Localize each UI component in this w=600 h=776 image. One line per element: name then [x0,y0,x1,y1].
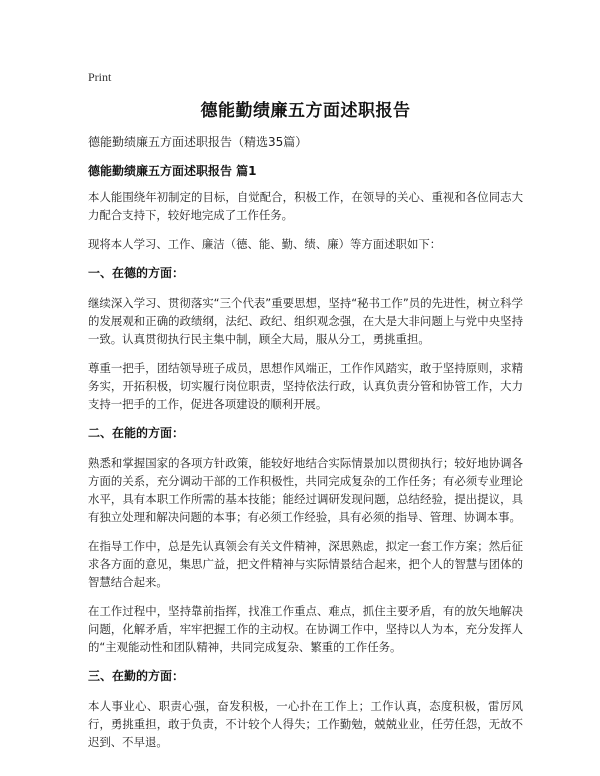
section-paragraph: 在工作过程中，坚持靠前指挥，找准工作重点、难点，抓住主要矛盾，有的放矢地解决问题，化解矛盾，牢牢把握工作的主动权。在协调工作中，坚持以人为本，充分发挥人的“主观能动性和团队精神，共同完成复杂、繁重的工作任务。 [88,604,523,654]
section-heading-de: 一、在德的方面： [88,266,185,280]
article-heading: 德能勤绩廉五方面述职报告 篇1 [88,164,257,178]
intro-paragraph: 现将本人学习、工作、廉洁（德、能、勤、绩、廉）等方面述职如下： [88,237,442,251]
document-body [88,133,523,762]
section-heading-qin: 三、在勤的方面： [88,669,185,683]
section-paragraph: 本人事业心、职责心强，奋发积极，一心扑在工作上；工作认真，态度积极，雷厉风行，勇挑重担，敢于负责，不计较个人得失；工作勤勉，兢兢业业，任劳任怨，无故不迟到、不早退。 [88,699,523,749]
document-subtitle: 德能勤绩廉五方面述职报告（精选35篇） [88,135,308,149]
section-paragraph: 熟悉和掌握国家的各项方针政策，能较好地结合实际情景加以贯彻执行；较好地协调各方面的关系，充分调动干部的工作积极性，共同完成复杂的工作任务；有必须专业理论水平，具有本职工作所需的基本技能；能经过调研发现问题，总结经验，提出提议，具有独立处理和解决问题的本事；有必须工作经验，具有必须的指导、管理、协调本事。 [88,456,523,524]
intro-paragraph: 本人能围绕年初制定的目标，自觉配合，积极工作，在领导的关心、重视和各位同志大力配合支持下，较好地完成了工作任务。 [88,190,523,222]
section-heading-neng: 二、在能的方面： [88,426,185,440]
section-paragraph: 尊重一把手，团结领导班子成员，思想作风端正，工作作风踏实，敢于坚持原则，求精务实，开拓积极，切实履行岗位职责，坚持依法行政，认真负责分管和协管工作，大力支持一把手的工作，促进各项建设的顺利开展。 [88,361,523,411]
page-title: 德能勤绩廉五方面述职报告 [200,101,411,121]
section-paragraph: 在指导工作中，总是先认真领会有关文件精神，深思熟虑，拟定一套工作方案；然后征求各方面的意见，集思广益，把文件精神与实际情景结合起来，把个人的智慧与团体的智慧结合起来。 [88,539,523,589]
section-paragraph: 继续深入学习、贯彻落实“三个代表”重要思想，坚持“秘书工作”员的先进性，树立科学的发展观和正确的政绩纲，法纪、政纪、组织观念强，在大是大非问题上与党中央坚持一致。认真贯彻执行民主集中制，顾全大局，服从分工，勇挑重担。 [88,296,523,346]
print-link[interactable]: Print [88,70,112,84]
